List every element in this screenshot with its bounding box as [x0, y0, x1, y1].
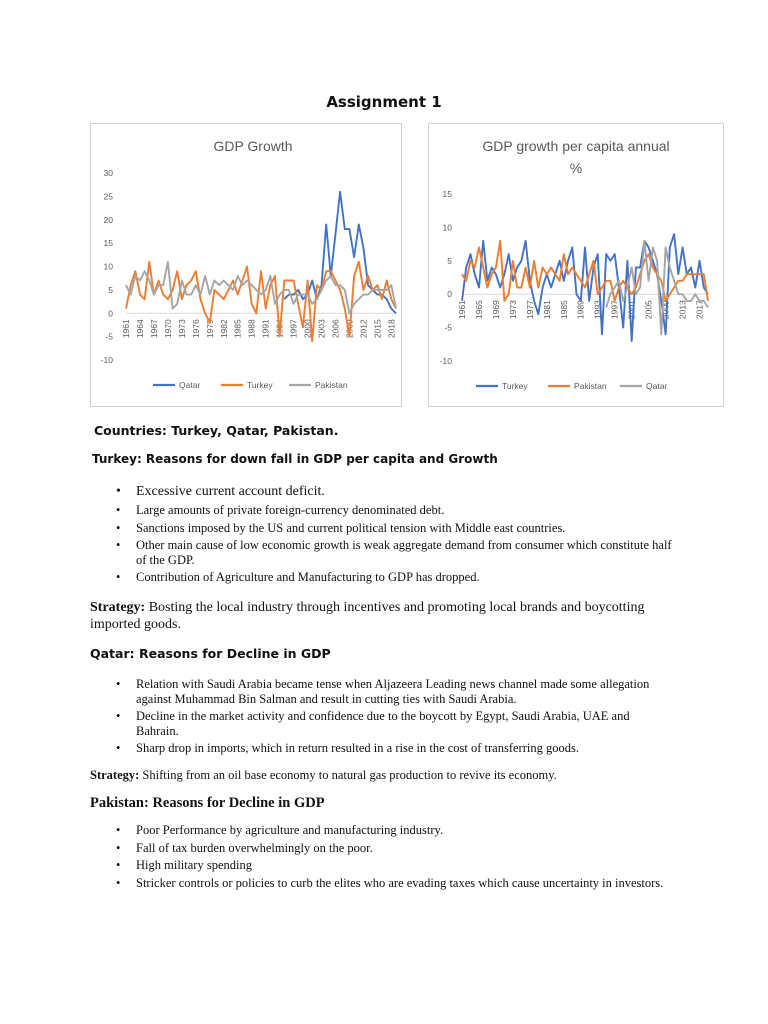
- legend-label: Pakistan: [315, 380, 348, 390]
- x-tick-label: 2009: [660, 300, 671, 320]
- y-tick-label: 0: [447, 289, 452, 300]
- turkey-heading-text: Reasons for down fall in GDP per capita and Growth: [141, 452, 498, 466]
- x-tick-label: 2017: [694, 300, 705, 320]
- x-tick-label: 1970: [162, 319, 173, 339]
- y-tick-label: 5: [108, 284, 113, 295]
- y-tick-label: 15: [442, 189, 452, 199]
- x-tick-label: 2001: [626, 300, 637, 320]
- strategy-text: Shifting from an oil base economy to natural gas production to revive its economy.: [139, 768, 557, 782]
- list-item: • Sanctions imposed by the US and current political tension with Middle east countries.: [112, 521, 672, 536]
- x-tick-label: 2018: [386, 319, 397, 339]
- turkey-heading: [92, 452, 498, 466]
- x-tick-label: 1997: [288, 319, 299, 339]
- x-tick-label: 1964: [134, 319, 145, 339]
- y-tick-label: 10: [103, 261, 113, 272]
- qatar-heading: Qatar: Reasons for Decline in GDP: [90, 646, 331, 661]
- x-tick-label: 1982: [218, 319, 229, 339]
- legend-label: Qatar: [179, 380, 201, 390]
- x-tick-label: 1977: [524, 300, 535, 320]
- list-item: • High military spending: [112, 858, 702, 873]
- x-tick-label: 2013: [677, 300, 688, 320]
- list-item: • Other main cause of low economic growth is weak aggregate demand from consumer which constitute half of the GDP.: [112, 538, 672, 567]
- y-tick-label: 20: [103, 214, 113, 225]
- turkey-bullet-list: [112, 483, 672, 588]
- turkey-heading-label: Turkey:: [92, 452, 142, 466]
- gdp-growth-chart: [90, 123, 402, 407]
- x-tick-label: 2003: [316, 319, 327, 339]
- strategy-label: Strategy:: [90, 600, 146, 615]
- y-tick-label: -5: [444, 322, 452, 333]
- gdp-per-capita-chart: [428, 123, 724, 407]
- list-item: • Poor Performance by agriculture and manufacturing industry.: [112, 823, 702, 838]
- y-tick-label: 15: [103, 238, 113, 249]
- list-item: • Excessive current account deficit.: [112, 483, 672, 500]
- y-tick-label: -10: [100, 355, 113, 365]
- list-item: • Stricker controls or policies to curb the elites who are evading taxes which cause uncertainty in investors.: [112, 876, 702, 891]
- chart-title: GDP growth per capita annual: [482, 138, 670, 154]
- y-tick-label: 0: [108, 308, 113, 319]
- y-tick-label: 10: [442, 222, 452, 233]
- y-tick-label: 5: [447, 255, 452, 266]
- x-tick-label: 1981: [541, 300, 552, 320]
- gdp-per-capita-chart-svg: [429, 124, 723, 406]
- legend-label: Qatar: [646, 381, 668, 391]
- x-tick-label: 2005: [643, 300, 654, 320]
- x-tick-label: 2012: [358, 319, 369, 339]
- list-item: • Fall of tax burden overwhelmingly on the poor.: [112, 841, 702, 856]
- x-tick-label: 1973: [507, 300, 518, 320]
- x-tick-label: 1965: [473, 300, 484, 320]
- x-tick-label: 1994: [274, 319, 285, 339]
- x-tick-label: 1993: [592, 300, 603, 320]
- qatar-strategy: [90, 768, 690, 783]
- x-tick-label: 1976: [190, 319, 201, 339]
- x-tick-label: 1973: [176, 319, 187, 339]
- countries-line: Countries: Turkey, Qatar, Pakistan.: [94, 423, 339, 438]
- x-tick-label: 1961: [457, 300, 467, 320]
- page-title: Assignment 1: [326, 93, 442, 111]
- x-tick-label: 1979: [204, 319, 215, 339]
- strategy-text: Bosting the local industry through incentives and promoting local brands and boycotting imported goods.: [90, 600, 645, 632]
- x-tick-label: 1988: [246, 319, 257, 339]
- strategy-label: Strategy:: [90, 768, 140, 782]
- pakistan-heading: Pakistan: Reasons for Decline in GDP: [90, 795, 325, 811]
- y-tick-label: 30: [103, 168, 113, 178]
- pakistan-bullet-list: [112, 823, 702, 893]
- list-item: • Relation with Saudi Arabia became tense when Aljazeera Leading news channel made some allegation against Muhammad Bin Salman and result in cutting ties with Saudi Arabia.: [112, 677, 662, 706]
- turkey-strategy: [90, 599, 660, 633]
- x-tick-label: 2000: [302, 319, 313, 339]
- list-item: • Contribution of Agriculture and Manufacturing to GDP has dropped.: [112, 570, 672, 585]
- x-tick-label: 1967: [148, 319, 159, 339]
- x-tick-label: 1985: [558, 300, 569, 320]
- x-tick-label: 1985: [232, 319, 243, 339]
- x-tick-label: 2015: [372, 319, 383, 339]
- x-tick-label: 1997: [609, 300, 620, 320]
- x-tick-label: 1961: [121, 319, 131, 339]
- x-tick-label: 2009: [344, 319, 355, 339]
- x-tick-label: 1991: [260, 319, 271, 339]
- list-item: • Sharp drop in imports, which in return resulted in a rise in the cost of transferring goods.: [112, 741, 662, 756]
- qatar-bullet-list: [112, 677, 662, 759]
- chart-title: GDP Growth: [213, 138, 293, 154]
- y-tick-label: -5: [105, 331, 113, 342]
- legend-label: Turkey: [247, 380, 273, 390]
- x-tick-label: 1989: [575, 300, 586, 320]
- list-item: • Large amounts of private foreign-currency denominated debt.: [112, 503, 672, 518]
- legend-label: Pakistan: [574, 381, 607, 391]
- legend-label: Turkey: [502, 381, 528, 391]
- y-tick-label: 25: [103, 191, 113, 202]
- x-tick-label: 1969: [490, 300, 501, 320]
- chart-title: %: [569, 160, 583, 176]
- gdp-growth-chart-svg: [91, 124, 401, 406]
- list-item: • Decline in the market activity and confidence due to the boycott by Egypt, Saudi Arabia, UAE and Bahrain.: [112, 709, 662, 738]
- x-tick-label: 2006: [330, 319, 341, 339]
- y-tick-label: -10: [439, 356, 452, 366]
